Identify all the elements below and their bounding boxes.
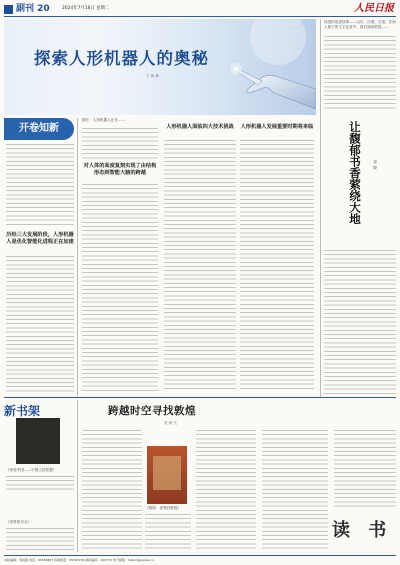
section-title: 副刊 20 [16, 4, 50, 14]
right-top-intro: 熟悉的前进故事——山川、沙漠、古迹，在前人留下的文字记录中，我们阅读敦煌…… [324, 20, 396, 29]
masthead [4, 3, 396, 17]
book2-text [6, 528, 74, 552]
feature-byline: 卞 海 林 [146, 74, 159, 78]
bottom-article-byline: 武 润 芝 [164, 421, 178, 425]
right-top-text [324, 36, 396, 110]
main-subhead-3: 人形机器人发展重要时期将来临 [240, 124, 314, 130]
page-footer: 本版编辑：刘雨嘉 电话：65368467 印刷质量：65367234 邮政编码：100733 电子邮箱：fukan@people.cn [4, 555, 396, 564]
reading-column-logo [332, 512, 396, 550]
newspaper-logo: 人民日报 [354, 3, 394, 14]
dunhuang-book-art [153, 456, 181, 490]
bottom-text-a [82, 430, 142, 552]
book2-caption: 《世界的尽头》 [6, 520, 32, 524]
main-subhead-2: 人形机器人面临四大技术挑战 [166, 124, 234, 130]
robot-hand-illustration [208, 19, 316, 115]
new-bookshelf-label: 新书架 [4, 404, 41, 418]
book1-caption: 《体验中国——中国人的智慧》 [6, 468, 57, 472]
book1-text [6, 476, 74, 492]
main-text-a [82, 128, 158, 160]
bottom-text-d [262, 430, 328, 552]
bottom-text-e [334, 430, 396, 508]
feature-title: 探索人形机器人的奥秘 [34, 49, 209, 68]
right-column-divider [320, 19, 321, 397]
reading-column-label: 读 书 [332, 520, 393, 541]
right-feature-author: 李 晓 [373, 160, 378, 170]
bottom-text-b [145, 514, 191, 552]
issue-date: 2024年7月18日 星期二 [62, 6, 110, 11]
feature-banner [4, 19, 316, 115]
main-subhead-1: 对人体的高度复刻实现了由结构形态到智能大脑的跨越 [83, 163, 157, 176]
book-cover-1 [16, 418, 60, 464]
right-feature-title: 让馥郁书香萦绕大地 [348, 121, 362, 225]
left-column-text [6, 144, 74, 228]
left-subhead: 历经三大发展阶段，人形机器人是优化智能化进程正在加速 [6, 232, 74, 245]
column-divider [77, 118, 78, 396]
left-column-text-2 [6, 256, 74, 392]
banner-caption: 图片：人形机器人正在…… [82, 118, 126, 122]
bottom-article-title: 跨越时空寻找敦煌 [108, 405, 196, 417]
bottom-column-divider [77, 400, 78, 552]
new-bookshelf-header [4, 400, 74, 418]
main-text-d [240, 140, 314, 392]
dunhuang-book-caption: 《敦煌：世界的敦煌》 [145, 506, 181, 510]
kaijuan-tag: 开卷知新 [4, 118, 74, 140]
section-mark-icon [4, 5, 13, 14]
main-text-c [164, 140, 236, 392]
right-feature-text [324, 250, 396, 396]
section-divider [4, 397, 396, 398]
bottom-text-c [196, 430, 256, 552]
main-text-b [82, 184, 158, 392]
